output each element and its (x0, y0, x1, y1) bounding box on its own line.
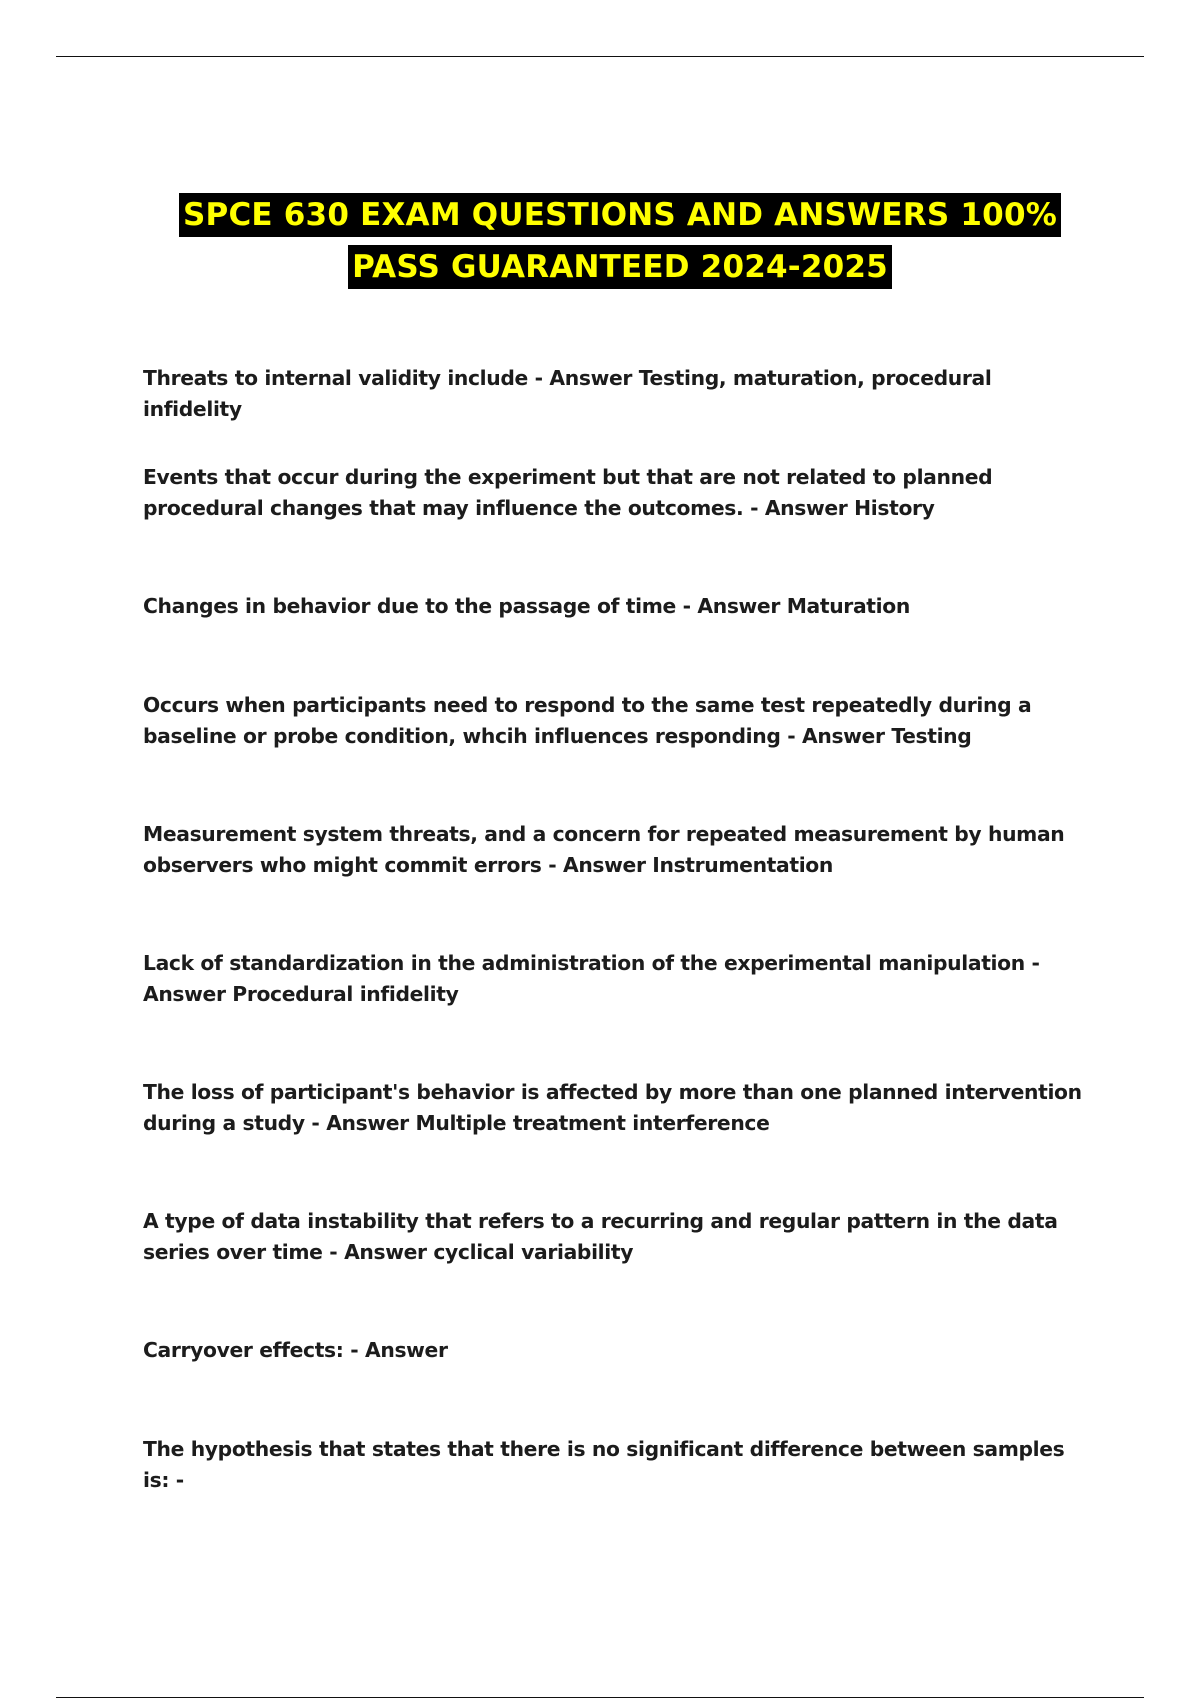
bottom-rule (56, 1697, 1144, 1698)
qa-item-testing: Occurs when participants need to respond to the same test repeatedly during a baseline or probe condition, whcih influences responding - Answer Testing (143, 693, 1032, 748)
title-line-1: SPCE 630 EXAM QUESTIONS AND ANSWERS 100% (179, 193, 1061, 237)
qa-item-multiple-treatment: The loss of participant's behavior is affected by more than one planned intervention during a study - Answer Multiple treatment interference (143, 1080, 1082, 1135)
qa-item-procedural-infidelity: Lack of standardization in the administration of the experimental manipulation - Answer Procedural infidelity (143, 951, 1040, 1006)
qa-item-cyclical-variability: A type of data instability that refers to a recurring and regular pattern in the data series over time - Answer cyclical variability (143, 1209, 1058, 1264)
qa-item-instrumentation: Measurement system threats, and a concern for repeated measurement by human observers who might commit errors - Answer Instrumentation (143, 822, 1065, 877)
qa-item-history: Events that occur during the experiment but that are not related to planned procedural changes that may influence the outcomes. - Answer History (143, 465, 993, 520)
top-rule (56, 56, 1144, 57)
document-title (0, 193, 1200, 289)
qa-item-carryover-effects: Carryover effects: - Answer (143, 1338, 448, 1362)
qa-item-maturation: Changes in behavior due to the passage of time - Answer Maturation (143, 594, 910, 618)
qa-item-null-hypothesis: The hypothesis that states that there is no significant difference between samples is: - (143, 1437, 1065, 1492)
title-line-2: PASS GUARANTEED 2024-2025 (348, 245, 892, 289)
qa-item-internal-validity: Threats to internal validity include - Answer Testing, maturation, procedural infidelity (143, 366, 992, 421)
